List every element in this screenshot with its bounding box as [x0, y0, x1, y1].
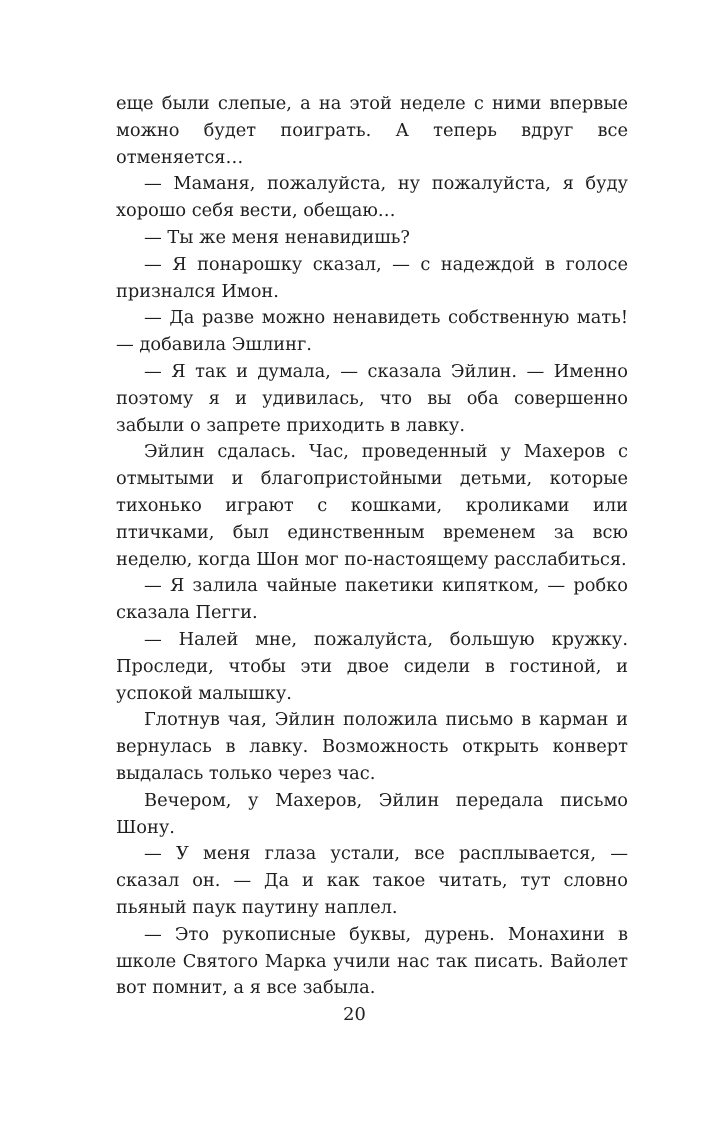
paragraph-10: Глотнув чая, Эйлин положила письмо в карман и вернулась в лавку. Возможность открыть конверт выдалась только через час. [116, 709, 628, 784]
paragraph-11: Вечером, у Махеров, Эйлин передала письмо Шону. [116, 789, 628, 838]
paragraph-4: — Я понарошку сказал, — с надеждой в голосе признался Имон. [116, 253, 628, 302]
paragraph-5: — Да разве можно ненавидеть собственную мать! — добавила Эшлинг. [116, 307, 628, 356]
paragraph-7: Эйлин сдалась. Час, проведенный у Махеров с отмытыми и благопристойными детьми, которые тихонько играют с кошками, кроликами или птичками, был единственным временем за всю неделю, когда Шон мог по-настоящему расслабиться. [116, 441, 628, 570]
paragraph-12: — У меня глаза устали, все расплывается, — сказал он. — Да и как такое читать, тут словно пьяный паук паутину наплел. [116, 843, 628, 918]
paragraph-13: — Это рукописные буквы, дурень. Монахини в школе Святого Марка учили нас так писать. Вайолет вот помнит, а я все забыла. [116, 923, 628, 999]
paragraph-8: — Я залила чайные пакетики кипятком, — робко сказала Пегги. [116, 575, 628, 624]
paragraph-1: еще были слепые, а на этой неделе с ними впервые можно будет поиграть. А теперь вдруг все отменяется… [116, 93, 628, 168]
page-body [116, 91, 628, 1002]
paragraph-6: — Я так и думала, — сказала Эйлин. — Именно поэтому я и удивилась, что вы оба совершенно забыли о запрете приходить в лавку. [116, 360, 628, 436]
paragraph-3: — Ты же меня ненавидишь? [144, 226, 410, 248]
page-number: 20 [343, 1004, 366, 1025]
paragraph-2: — Маманя, пожалуйста, ну пожалуйста, я буду хорошо себя вести, обещаю… [116, 173, 628, 222]
paragraph-9: — Налей мне, пожалуйста, большую кружку. Проследи, чтобы эти двое сидели в гостиной, и успокой малышку. [116, 628, 628, 704]
